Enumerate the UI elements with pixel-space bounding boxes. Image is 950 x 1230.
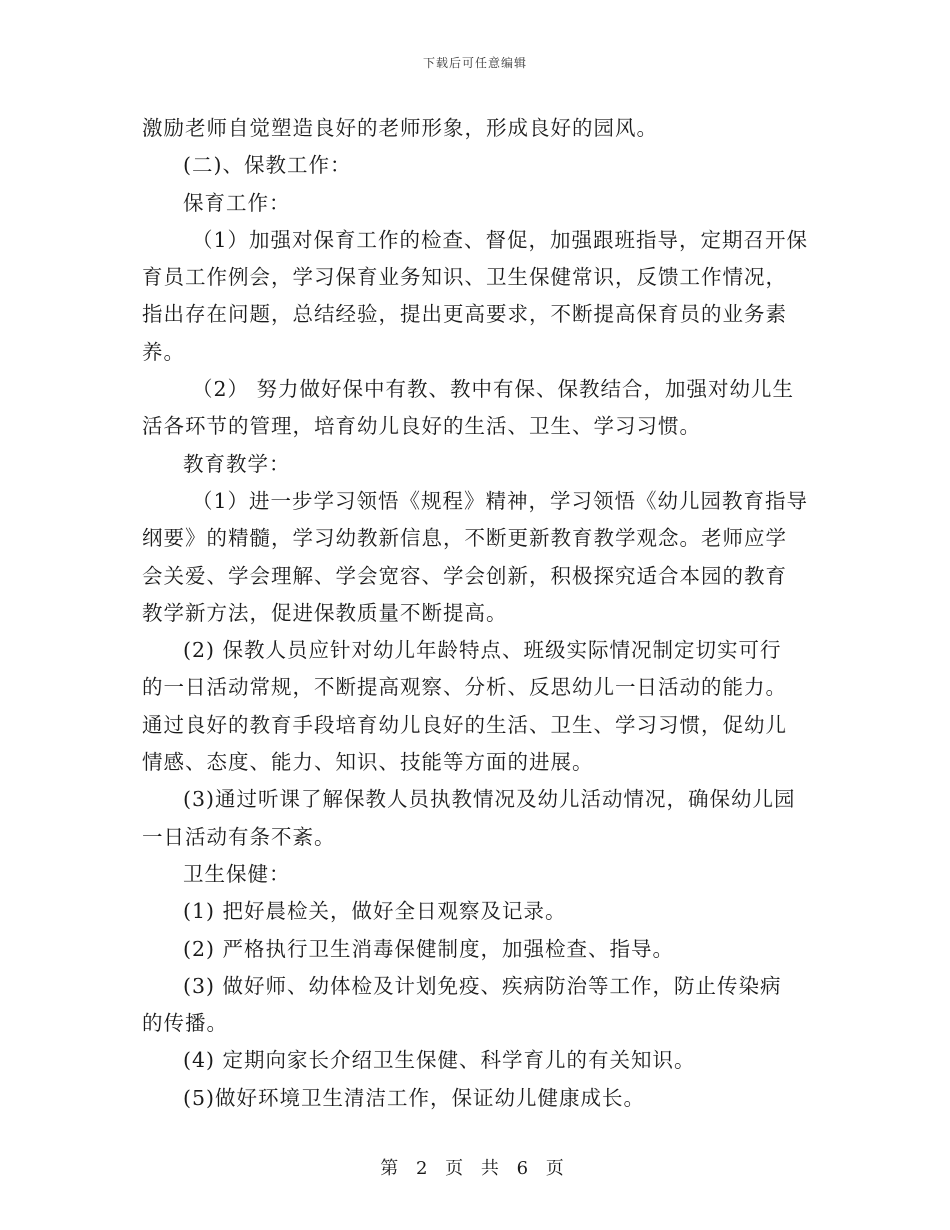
paragraph-line: 激励老师自觉塑造良好的老师形象，形成良好的园风。 xyxy=(142,116,658,140)
paragraph-line: （1）进一步学习领悟《规程》精神，学习领悟《幼儿园教育指导 xyxy=(192,488,809,513)
paragraph-line: 养。 xyxy=(142,339,185,364)
paragraph-line: 情感、态度、能力、知识、技能等方面的进展。 xyxy=(142,750,594,775)
paragraph-line: 会关爱、学会理解、学会宽容、学会创新，积极探究适合本园的教育 xyxy=(142,563,787,588)
paragraph-line: 的传播。 xyxy=(142,1011,228,1036)
page-number: 第 2 页 共 6 页 xyxy=(380,1158,570,1179)
list-item: (3) 做好师、幼体检及计划免疫、疾病防治等工作，防止传染病 xyxy=(183,973,782,998)
paragraph-line: 通过良好的教育手段培育幼儿良好的生活、卫生、学习习惯，促幼儿 xyxy=(142,712,787,737)
paragraph-line: 育员工作例会，学习保育业务知识、卫生保健常识，反馈工作情况， xyxy=(142,265,787,290)
paragraph-line: 纲要》的精髓，学习幼教新信息，不断更新教育教学观念。老师应学 xyxy=(142,526,787,551)
section-heading: (二)、保教工作： xyxy=(183,153,352,178)
paragraph-line: 教学新方法，促进保教质量不断提高。 xyxy=(142,600,508,625)
paragraph-line: (3)通过听课了解保教人员执教情况及幼儿活动情况，确保幼儿园 xyxy=(183,787,796,812)
paragraph-line: 的一日活动常规，不断提高观察、分析、反思幼儿一日活动的能力。 xyxy=(142,675,787,700)
subsection-heading: 保育工作： xyxy=(183,190,291,215)
subsection-heading: 卫生保健： xyxy=(183,861,291,886)
subsection-heading: 教育教学： xyxy=(183,451,291,476)
paragraph-line: （2） 努力做好保中有教、教中有保、保教结合，加强对幼儿生 xyxy=(192,377,795,402)
list-item: (2) 严格执行卫生消毒保健制度，加强检查、指导。 xyxy=(183,936,675,961)
paragraph-line: 指出存在问题，总结经验，提出更高要求，不断提高保育员的业务素 xyxy=(142,302,787,327)
body-text xyxy=(142,110,810,1117)
paragraph-line: 一日活动有条不紊。 xyxy=(142,824,336,849)
paragraph-line: 活各环节的管理，培育幼儿良好的生活、卫生、学习习惯。 xyxy=(142,414,701,439)
list-item: (1) 把好晨检关，做好全日观察及记录。 xyxy=(183,899,567,924)
page-header: 下载后可任意编辑 xyxy=(422,56,527,70)
paragraph-line: (2) 保教人员应针对幼儿年龄特点、班级实际情况制定切实可行 xyxy=(183,638,782,663)
paragraph-line: （1）加强对保育工作的检查、督促，加强跟班指导，定期召开保 xyxy=(192,227,809,252)
list-item: (5)做好环境卫生清洁工作，保证幼儿健康成长。 xyxy=(183,1085,646,1110)
list-item: (4) 定期向家长介绍卫生保健、科学育儿的有关知识。 xyxy=(183,1048,696,1073)
